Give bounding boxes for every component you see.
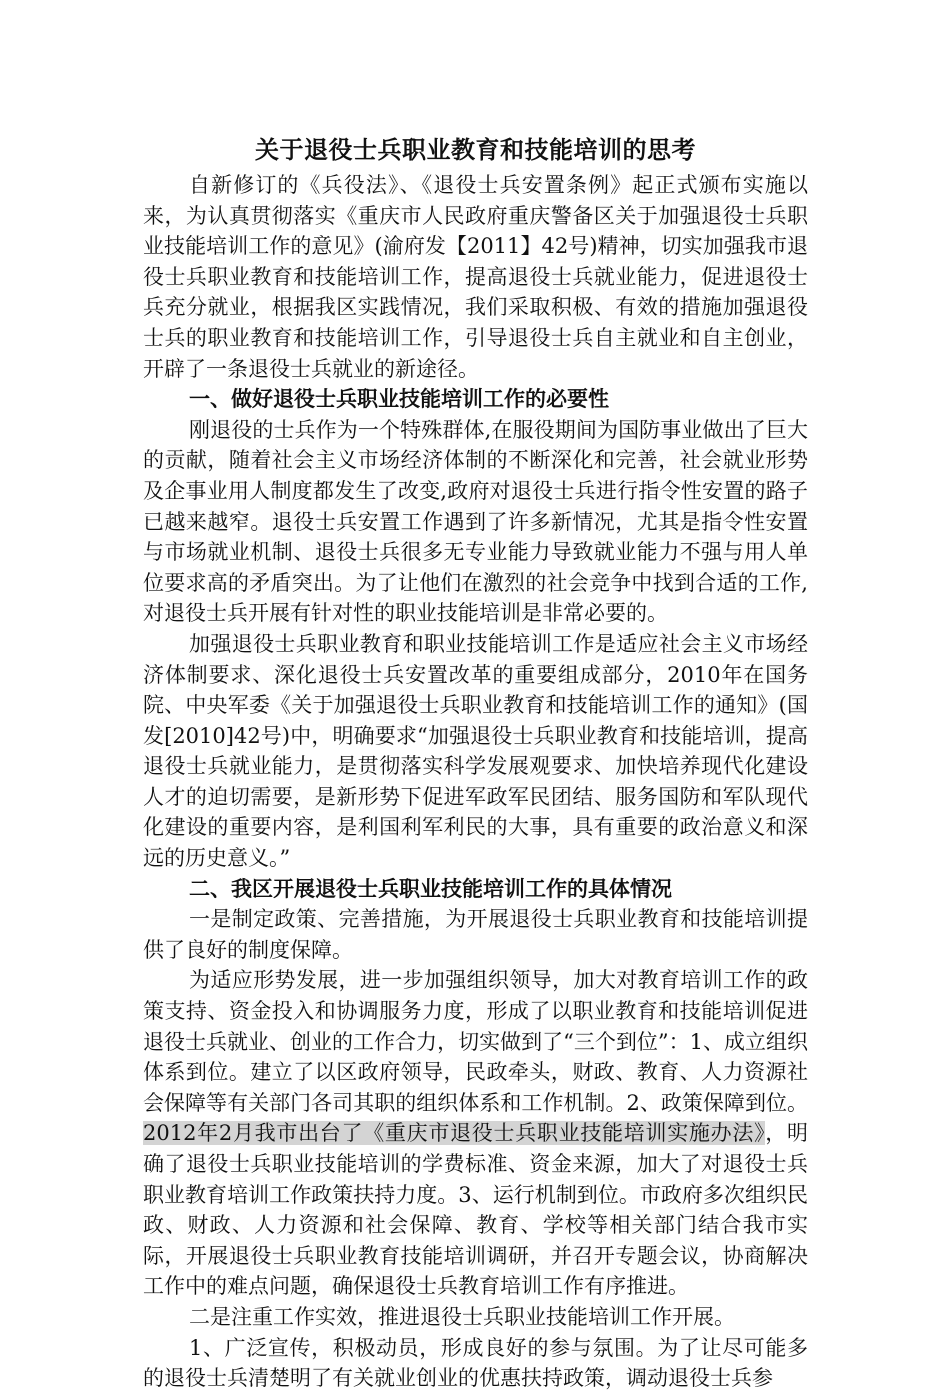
section-heading-2: 二、我区开展退役士兵职业技能培训工作的具体情况 xyxy=(189,875,672,901)
situation-paragraph-3: 二是注重工作实效，推进退役士兵职业技能培训工作开展。 xyxy=(189,1304,735,1329)
paragraph-text-part-b: ，明确了退役士兵职业技能培训的学费标准、资金来源，加大了对退役士兵职业教育培训工作政策扶持力度。3、运行机制到位。市政府多次组织民政、财政、人力资源和社会保障、教育、学校等相关部门结合我市实际，开展退役士兵职业教育技能培训调研，并召开专题会议，协商解决工作中的难点问题，确保退役士兵教育培训工作有序推进。 xyxy=(143,1121,808,1299)
highlighted-text: 2012年2月我市出台了《重庆市退役士兵职业技能培训实施办法》 xyxy=(143,1121,766,1146)
paragraph-text-part-a: 为适应形势发展，进一步加强组织领导，加大对教育培训工作的政策支持、资金投入和协调服务力度，形成了以职业教育和技能培训促进退役士兵就业、创业的工作合力，切实做到了“三个到位”：1、成立组织体系到位。建立了以区政府领导，民政牵头，财政、教育、人力资源社会保障等有关部门各司其职的组织体系和工作机制。2、政策保障到位。 xyxy=(143,968,808,1115)
situation-paragraph-2 xyxy=(143,965,808,1302)
necessity-paragraph-2: 加强退役士兵职业教育和职业技能培训工作是适应社会主义市场经济体制要求、深化退役士兵安置改革的重要组成部分，2010年在国务院、中央军委《关于加强退役士兵职业教育和技能培训工作的通知》(国发[2010]42号)中，明确要求“加强退役士兵职业教育和技能培训，提高退役士兵就业能力，是贯彻落实科学发展观要求、加快培养现代化建设人才的迫切需要，是新形势下促进军政军民团结、服务国防和军队现代化建设的重要内容，是利国利军利民的大事，具有重要的政治意义和深远的历史意义。” xyxy=(143,631,808,871)
document-page xyxy=(143,130,808,1394)
situation-paragraph-1: 一是制定政策、完善措施，为开展退役士兵职业教育和技能培训提供了良好的制度保障。 xyxy=(143,907,808,962)
intro-paragraph: 自新修订的《兵役法》、《退役士兵安置条例》起正式颁布实施以来，为认真贯彻落实《重庆市人民政府重庆警备区关于加强退役士兵职业技能培训工作的意见》(渝府发【2011】42号)精神，切实加强我市退役士兵职业教育和技能培训工作，提高退役士兵就业能力，促进退役士兵充分就业，根据我区实践情况，我们采取积极、有效的措施加强退役士兵的职业教育和技能培训工作，引导退役士兵自主就业和自主创业，开辟了一条退役士兵就业的新途径。 xyxy=(143,173,808,381)
situation-paragraph-4: 1、广泛宣传，积极动员，形成良好的参与氛围。为了让尽可能多的退役士兵清楚明了有关就业创业的优惠扶持政策，调动退役士兵参 xyxy=(143,1335,808,1391)
section-heading-1: 一、做好退役士兵职业技能培训工作的必要性 xyxy=(189,386,609,412)
necessity-paragraph-1: 刚退役的士兵作为一个特殊群体,在服役期间为国防事业做出了巨大的贡献，随着社会主义市场经济体制的不断深化和完善，社会就业形势及企事业用人制度都发生了改变,政府对退役士兵进行指令性安置的路子已越来越窄。退役士兵安置工作遇到了许多新情况，尤其是指令性安置与市场就业机制、退役士兵很多无专业能力导致就业能力不强与用人单位要求高的矛盾突出。为了让他们在激烈的社会竞争中找到合适的工作,对退役士兵开展有针对性的职业技能培训是非常必要的。 xyxy=(143,417,808,626)
document-title: 关于退役士兵职业教育和技能培训的思考 xyxy=(255,135,696,164)
